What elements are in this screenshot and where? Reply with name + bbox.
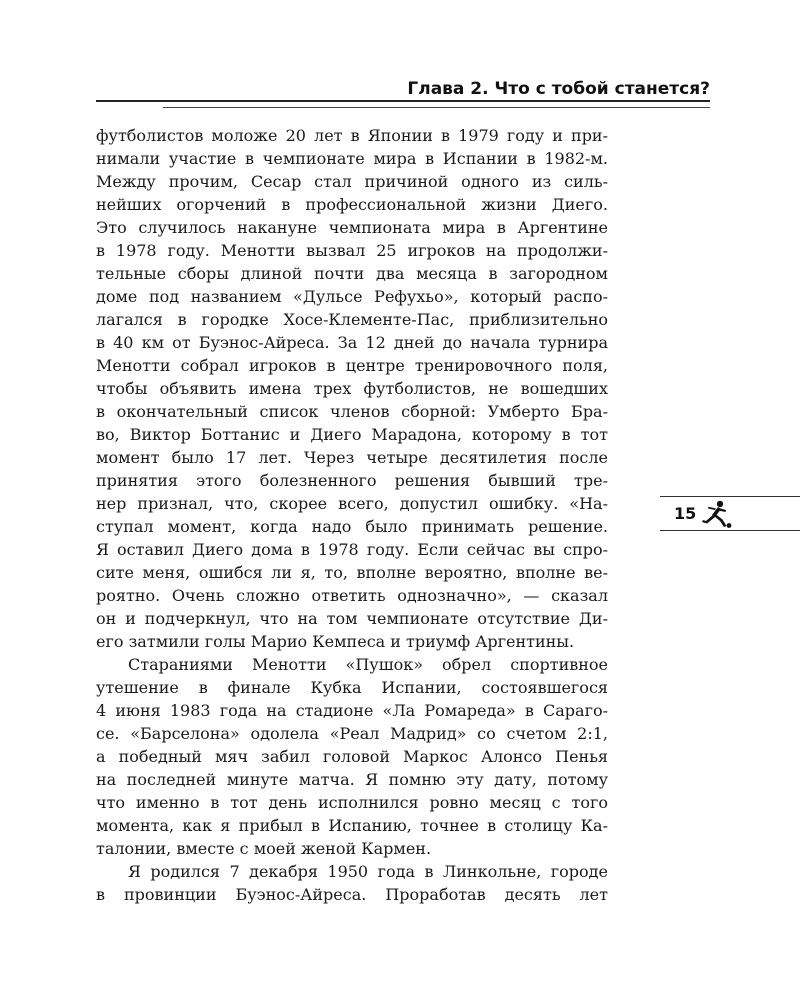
body-text bbox=[96, 124, 608, 906]
paragraph bbox=[96, 653, 608, 860]
paragraph bbox=[96, 124, 608, 653]
text-line: его затмили голы Марио Кемпеса и триумф Аргентины. bbox=[96, 632, 575, 651]
page-number: 15 bbox=[674, 504, 697, 523]
folio-rule-top bbox=[660, 496, 800, 497]
text-line: он и подчеркнул, что на том чемпионате отсутствие Ди- bbox=[96, 609, 608, 628]
text-line: в провинции Буэнос-Айреса. Проработав десять лет bbox=[96, 885, 608, 904]
text-line: нер признал, что, скорее всего, допустил ошибку. «На- bbox=[96, 494, 608, 513]
text-line: ступал момент, когда надо было принимать решение. bbox=[96, 517, 608, 536]
text-line: 4 июня 1983 года на стадионе «Ла Ромареда» в Сараго- bbox=[96, 701, 608, 720]
text-line: момент было 17 лет. Через четыре десятилетия после bbox=[96, 448, 608, 467]
text-line: сите меня, ошибся ли я, то, вполне вероятно, вполне ве- bbox=[96, 563, 608, 582]
header-subrule bbox=[163, 107, 710, 108]
text-line: доме под названием «Дульсе Рефухьо», который распо- bbox=[96, 287, 608, 306]
text-line: утешение в финале Кубка Испании, состоявшегося bbox=[96, 678, 608, 697]
text-line: в 40 км от Буэнос-Айреса. За 12 дней до начала турнира bbox=[96, 333, 608, 352]
text-line: что именно в тот день исполнился ровно месяц с того bbox=[96, 793, 608, 812]
text-line: талонии, вместе с моей женой Кармен. bbox=[96, 839, 432, 858]
text-line: Я оставил Диего дома в 1978 году. Если сейчас вы спро- bbox=[96, 540, 608, 559]
text-line: роятно. Очень сложно ответить однозначно», — сказал bbox=[96, 586, 608, 605]
text-line: момента, как я прибыл в Испанию, точнее в столицу Ка- bbox=[96, 816, 608, 835]
text-line: се. «Барселона» одолела «Реал Мадрид» со счетом 2:1, bbox=[96, 724, 608, 743]
text-line: нимали участие в чемпионате мира в Испании в 1982-м. bbox=[96, 149, 608, 168]
text-line: лагался в городке Хосе-Клементе-Пас, приблизительно bbox=[96, 310, 608, 329]
paragraph bbox=[96, 860, 608, 906]
header-rule bbox=[96, 100, 710, 102]
page-folio bbox=[660, 496, 800, 532]
text-line: в окончательный список членов сборной: Умберто Бра- bbox=[96, 402, 608, 421]
text-line: тельные сборы длиной почти два месяца в загородном bbox=[96, 264, 608, 283]
text-line: Между прочим, Сесар стал причиной одного из силь- bbox=[96, 172, 608, 191]
text-line: принятия этого болезненного решения бывший тре- bbox=[96, 471, 608, 490]
text-line: во, Виктор Боттанис и Диего Марадона, которому в тот bbox=[96, 425, 608, 444]
text-line: а победный мяч забил головой Маркос Алонсо Пенья bbox=[96, 747, 608, 766]
text-line: в 1978 году. Менотти вызвал 25 игроков на продолжи- bbox=[96, 241, 608, 260]
text-line: чтобы объявить имена трех футболистов, не вошедших bbox=[96, 379, 608, 398]
text-line: Я родился 7 декабря 1950 года в Линкольне, городе bbox=[128, 862, 608, 881]
football-player-icon bbox=[698, 499, 732, 529]
text-line: Менотти собрал игроков в центре тренировочного поля, bbox=[96, 356, 608, 375]
running-head-chapter-title: Глава 2. Что с тобой станется? bbox=[407, 79, 710, 99]
text-line: Это случилось накануне чемпионата мира в Аргентине bbox=[96, 218, 608, 237]
folio-rule-bottom bbox=[660, 530, 800, 531]
text-line: на последней минуте матча. Я помню эту дату, потому bbox=[96, 770, 608, 789]
text-line: Стараниями Менотти «Пушок» обрел спортивное bbox=[128, 655, 608, 674]
text-line: нейших огорчений в профессиональной жизни Диего. bbox=[96, 195, 608, 214]
text-line: футболистов моложе 20 лет в Японии в 1979 году и при- bbox=[96, 126, 608, 145]
